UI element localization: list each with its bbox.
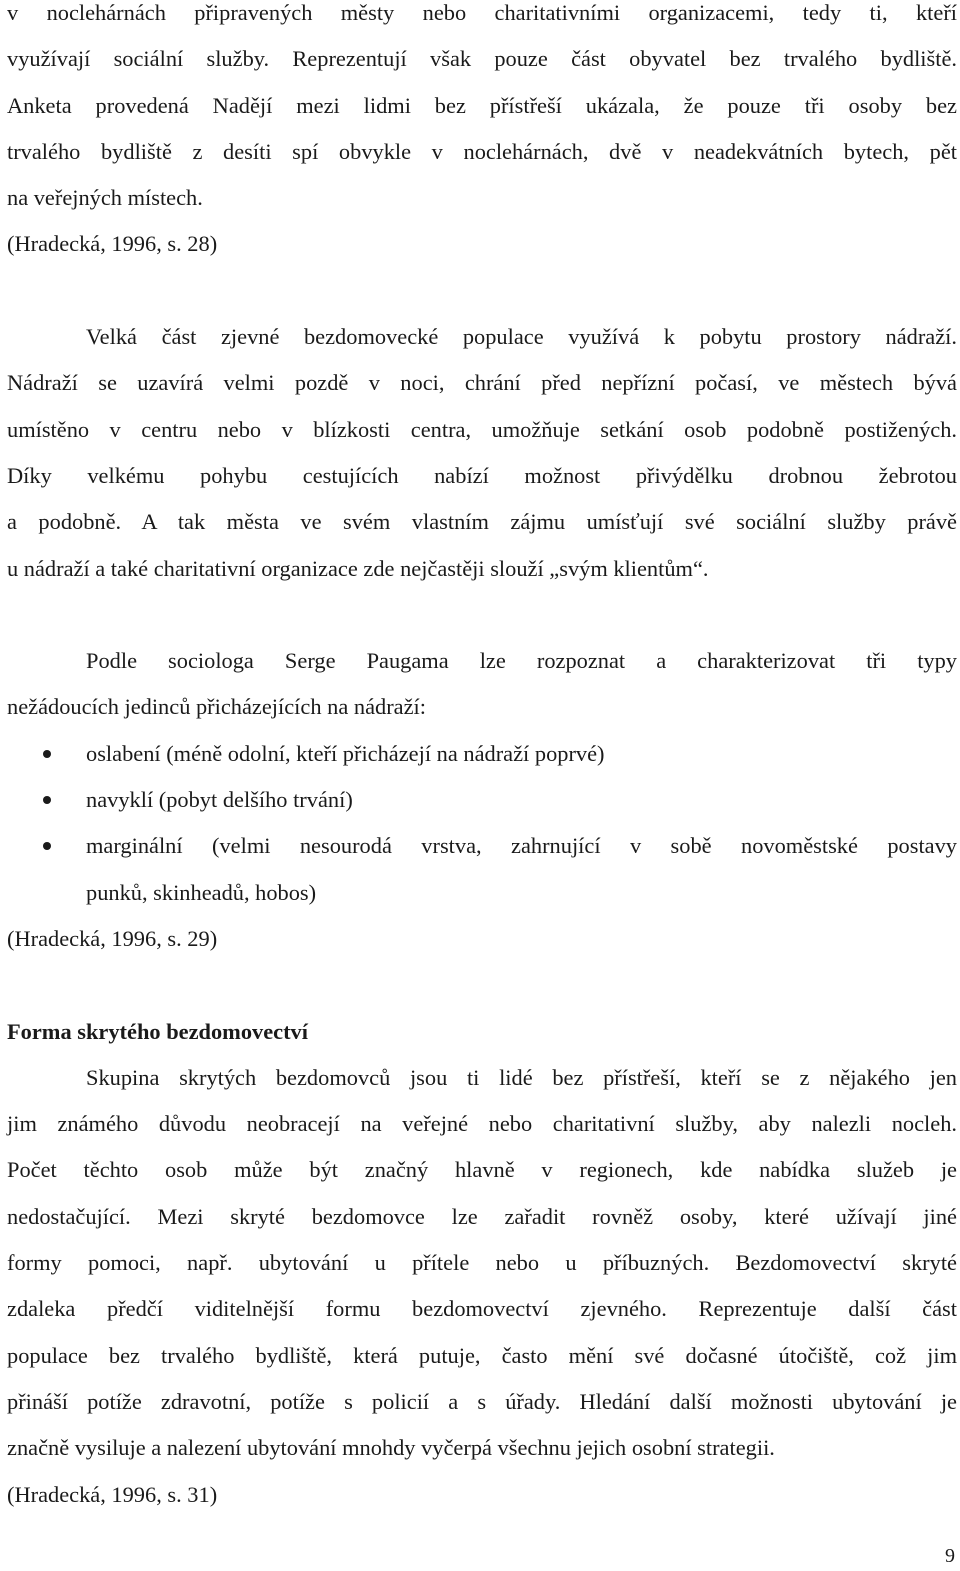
bullet-icon <box>43 796 51 804</box>
spacer <box>7 268 957 314</box>
paragraph <box>7 0 957 268</box>
text-line: Podle sociologa Serge Paugama lze rozpoznat a charakterizovat tři typy <box>86 648 957 674</box>
spacer <box>7 962 957 1008</box>
list-item <box>7 823 957 916</box>
text-line: Díky velkému pohybu cestujících nabízí možnost přivýdělku drobnou žebrotou <box>7 462 957 488</box>
text-line: Nádraží se uzavírá velmi pozdě v noci, chrání před nepřízní počasí, ve městech bývá <box>7 370 957 396</box>
text-line: populace bez trvalého bydliště, která putuje, často mění své dočasné útočiště, což jim <box>7 1342 957 1368</box>
text-line: Anketa provedená Nadějí mezi lidmi bez přístřeší ukázala, že pouze tři osoby bez <box>7 92 957 118</box>
text-line: trvalého bydliště z desíti spí obvykle v noclehárnách, dvě v neadekvátních bytech, pět <box>7 138 957 164</box>
text-line: na veřejných místech. <box>7 185 203 211</box>
citation: (Hradecká, 1996, s. 31) <box>7 1481 218 1507</box>
text-line: nežádoucích jedinců přicházejících na nádraží: <box>7 694 426 720</box>
paragraph <box>7 638 957 962</box>
bullet-icon <box>43 750 51 758</box>
citation: (Hradecká, 1996, s. 28) <box>7 231 218 257</box>
spacer <box>7 592 957 638</box>
text-line: přináší potíže zdravotní, potíže s policií a s úřady. Hledání další možnosti ubytování je <box>7 1388 957 1414</box>
text-line: Velká část zjevné bezdomovecké populace využívá k pobytu prostory nádraží. <box>86 324 957 350</box>
text-line: punků, skinheadů, hobos) <box>86 879 317 905</box>
text-line: značně vysiluje a nalezení ubytování mnohdy vyčerpá všechnu jejich osobní strategii. <box>7 1435 775 1461</box>
text-line: zdaleka předčí viditelnější formu bezdomovectví zjevného. Reprezentuje další část <box>7 1296 957 1322</box>
text-line: umístěno v centru nebo v blízkosti centra, umožňuje setkání osob podobně postižených. <box>7 416 957 442</box>
text-line: využívají sociální služby. Reprezentují však pouze část obyvatel bez trvalého bydliště. <box>7 46 957 72</box>
text-line: Skupina skrytých bezdomovců jsou ti lidé bez přístřeší, kteří se z nějakého jen <box>86 1064 957 1090</box>
text-line: nedostačující. Mezi skryté bezdomovce lze zařadit rovněž osoby, které užívají jiné <box>7 1203 957 1229</box>
list-item <box>7 777 957 823</box>
text-line: jim známého důvodu neobracejí na veřejné nebo charitativní služby, aby nalezli nocleh. <box>7 1111 957 1137</box>
bullet-list <box>7 731 957 916</box>
text-line: u nádraží a také charitativní organizace zde nejčastěji slouží „svým klientům“. <box>7 555 709 581</box>
list-item <box>7 731 957 777</box>
text-line: marginální (velmi nesourodá vrstva, zahrnující v sobě novoměstské postavy <box>86 833 957 859</box>
text-line: v noclehárnách připravených městy nebo charitativními organizacemi, tedy ti, kteří <box>7 0 957 25</box>
citation: (Hradecká, 1996, s. 29) <box>7 925 218 951</box>
text-line: navyklí (pobyt delšího trvání) <box>86 787 353 813</box>
section <box>7 1009 957 1518</box>
text-line: Počet těchto osob může být značný hlavně v regionech, kde nabídka služeb je <box>7 1157 957 1183</box>
text-line: a podobně. A tak města ve svém vlastním zájmu umísťují své sociální služby právě <box>7 509 957 535</box>
text-line: oslabení (méně odolní, kteří přicházejí na nádraží poprvé) <box>86 740 605 766</box>
paragraph <box>7 314 957 592</box>
bullet-icon <box>43 842 51 850</box>
document-page <box>7 0 957 1518</box>
section-heading: Forma skrytého bezdomovectví <box>7 1018 308 1044</box>
page-number: 9 <box>945 1545 955 1567</box>
text-line: formy pomoci, např. ubytování u přítele nebo u příbuzných. Bezdomovectví skryté <box>7 1250 957 1276</box>
